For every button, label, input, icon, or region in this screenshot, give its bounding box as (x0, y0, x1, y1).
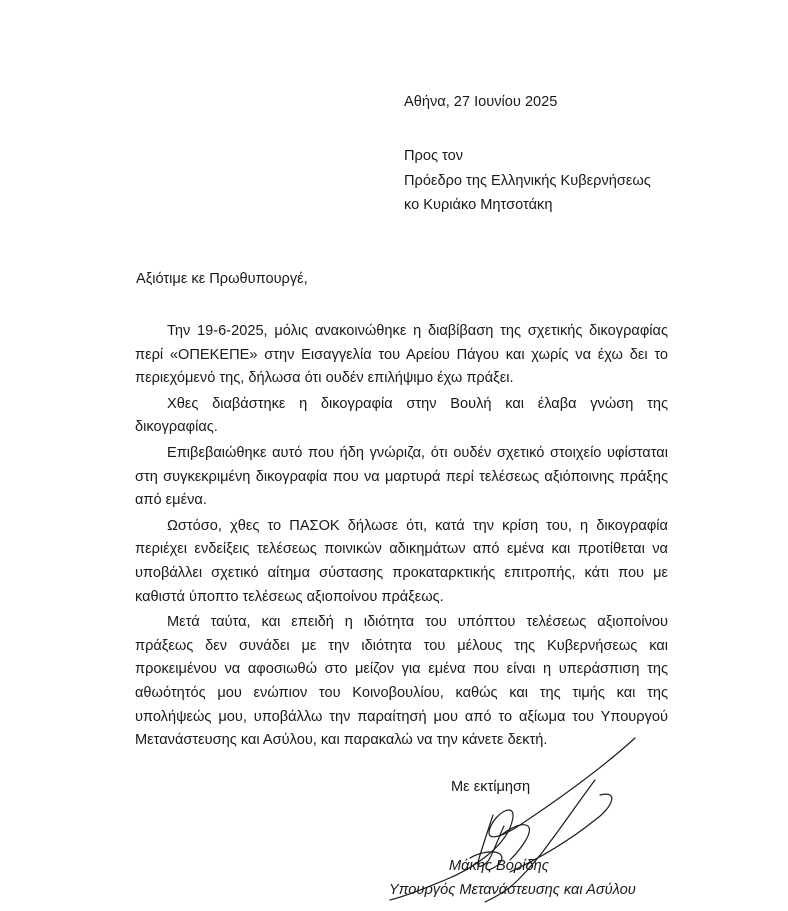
body-paragraph-2: Χθες διαβάστηκε η δικογραφία στην Βουλή και έλαβα γνώση της δικογραφίας. (135, 395, 668, 436)
signatory-name: Μάκης Βορίδης (449, 858, 549, 874)
recipient-line-2: Πρόεδρο της Ελληνικής Κυβερνήσεως (404, 173, 651, 189)
body-paragraph-5: Μετά ταύτα, και επειδή η ιδιότητα του υπόπτου τελέσεως αξιοποίνου πράξεως δεν συνάδει με την ιδιότητα του μέλους της Κυβερνήσεως και προκειμένου να αφοσιωθώ στο μείζον για εμένα που είναι η υπεράσπιση της αθωότητός μου ενώπιον του Κοινοβουλίου, καθώς και της τιμής και της υπολήψεώς μου, υποβάλλω την παραίτησή μου από το αξίωμα του Υπουργού Μετανάστευσης και Ασύλου, και παρακαλώ να την κάνετε δεκτή. (135, 614, 668, 749)
closing-phrase: Με εκτίμηση (451, 779, 531, 795)
body-paragraph-4: Ωστόσο, χθες το ΠΑΣΟΚ δήλωσε ότι, κατά την κρίση του, η δικογραφία περιέχει ενδείξεις τελέσεως ποινικών αδικημάτων από εμένα και προτίθεται να υποβάλλει σχετικό αίτημα σύστασης προκαταρκτικής επιτροπής, κάτι που με καθιστά ύποπτο τελέσεως αξιοποίνου πράξεως. (135, 517, 668, 605)
letter-body (135, 320, 668, 753)
recipient-line-3: κο Κυριάκο Μητσοτάκη (404, 197, 553, 213)
letter-date: Αθήνα, 27 Ιουνίου 2025 (404, 94, 558, 110)
body-paragraph-3: Επιβεβαιώθηκε αυτό που ήδη γνώριζα, ότι ουδέν σχετικό στοιχείο υφίσταται στη συγκεκριμένη δικογραφία που να μαρτυρά περί τελέσεως αξιόποινης πράξης από εμένα. (135, 444, 668, 509)
body-paragraph-1: Την 19-6-2025, μόλις ανακοινώθηκε η διαβίβαση της σχετικής δικογραφίας περί «ΟΠΕΚΕΠΕ» στην Εισαγγελία του Αρείου Πάγου και χωρίς να έχω δει το περιεχόμενό της, δήλωσα ότι ουδέν επιλήψιμο έχω πράξει. (135, 323, 668, 387)
salutation: Αξιότιμε κε Πρωθυπουργέ, (136, 271, 308, 287)
recipient-line-1: Προς τον (404, 148, 464, 164)
signatory-title: Υπουργός Μετανάστευσης και Ασύλου (389, 882, 636, 898)
